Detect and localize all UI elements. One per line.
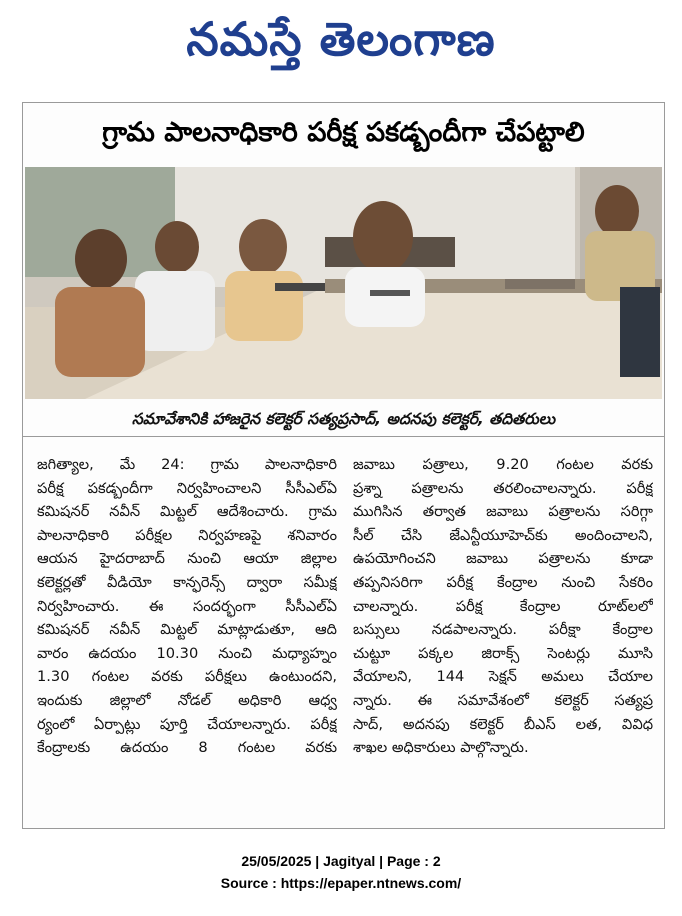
body-line: జవాబు పత్రాలు, 9.20 గంటల వరకు: [353, 456, 653, 473]
masthead-title: నమస్తే తెలంగాణ: [186, 12, 496, 66]
footer-date-line: 25/05/2025 | Jagityal | Page : 2: [241, 853, 441, 869]
body-line: ఉపయోగించని జవాబు పత్రాలను కూడా: [353, 550, 653, 568]
article-body-left-column: [37, 453, 337, 760]
news-clipping: [22, 102, 665, 829]
body-line: జగిత్యాల, మే 24: గ్రామ పాలనాధికారి: [37, 456, 337, 473]
body-line: నిర్వహించారు. ఈ సందర్భంగా సీసీఎల్ఏ: [37, 597, 337, 615]
body-line: పాలనాధికారి పరీక్షల నిర్వహణపై శనివారం: [37, 526, 337, 544]
body-line: పరీక్ష పకడ్బందీగా నిర్వహించాలని సీసీఎల్ఏ: [37, 479, 337, 497]
body-line: ర్యంలో ఏర్పాట్లు పూర్తి చేయాలన్నారు. పరీక్ష: [37, 715, 337, 733]
body-line: చాలన్నారు. పరీక్ష కేంద్రాల రూట్‌లలో: [353, 597, 653, 615]
body-line: 1.30 గంటల వరకు పరీక్షలు ఉంటుందని,: [37, 668, 337, 686]
body-line: కేంద్రాలకు ఉదయం 8 గంటల వరకు: [37, 739, 337, 757]
photo-caption: సమావేశానికి హాజరైన కలెక్టర్ సత్యప్రసాద్, అదనపు కలెక్టర్, తదితరులు: [131, 410, 556, 428]
caption-divider: [23, 436, 664, 437]
body-line: సాద్, అదనపు కలెక్టర్ బీఎస్ లత, వివిధ: [353, 715, 653, 733]
body-line: వేయాలని, 144 సెక్షన్ అమలు చేయాల: [353, 668, 653, 686]
article-body-right-column: [353, 453, 653, 760]
body-line: తప్పనిసరిగా పరీక్ష కేంద్రాల నుంచి సేకరిం: [353, 573, 653, 591]
body-line: ఇందుకు జిల్లాలో నోడల్ అధికారి ఆధ్వ: [37, 691, 337, 709]
body-line: బస్సులు నడపాలన్నారు. పరీక్షా కేంద్రాల: [353, 621, 653, 639]
article-headline: గ్రామ పాలనాధికారి పరీక్ష పకడ్బందీగా చేపట్టాలి: [102, 117, 585, 148]
body-line: సీల్ చేసి జేఎన్టీయూహెచ్‌కు అందించాలని,: [353, 526, 653, 544]
meeting-photo-illustration: [25, 167, 662, 399]
body-line: ముగిసిన తర్వాత జవాబు పత్రాలను సరిగ్గా: [353, 503, 653, 521]
body-line: కమిషనర్ నవీన్ మిట్టల్ మాట్లాడుతూ, ఆది: [37, 621, 337, 639]
body-line: ప్రశ్నా పత్రాలను తరలించాలన్నారు. పరీక్ష: [353, 479, 653, 497]
body-line: ఆయన హైదరాబాద్ నుంచి ఆయా జిల్లాల: [37, 550, 337, 568]
footer-source-line: Source : https://epaper.ntnews.com/: [220, 875, 462, 891]
article-photo: [25, 167, 662, 399]
body-line: కలెక్టర్లతో వీడియో కాన్ఫరెన్స్ ద్వారా సమీక్ష: [37, 573, 337, 591]
body-line: శాఖల అధికారులు పాల్గొన్నారు.: [353, 739, 529, 757]
body-line: కమిషనర్ నవీన్ మిట్టల్ ఆదేశించారు. గ్రామ: [37, 503, 337, 521]
body-line: చుట్టూ పక్కల జిరాక్స్ సెంటర్లు మూసి: [353, 644, 653, 662]
body-line: వారం ఉదయం 10.30 నుంచి మధ్యాహ్నం: [37, 644, 337, 662]
body-line: న్నారు. ఈ సమావేశంలో కలెక్టర్ సత్యప్ర: [353, 691, 653, 709]
